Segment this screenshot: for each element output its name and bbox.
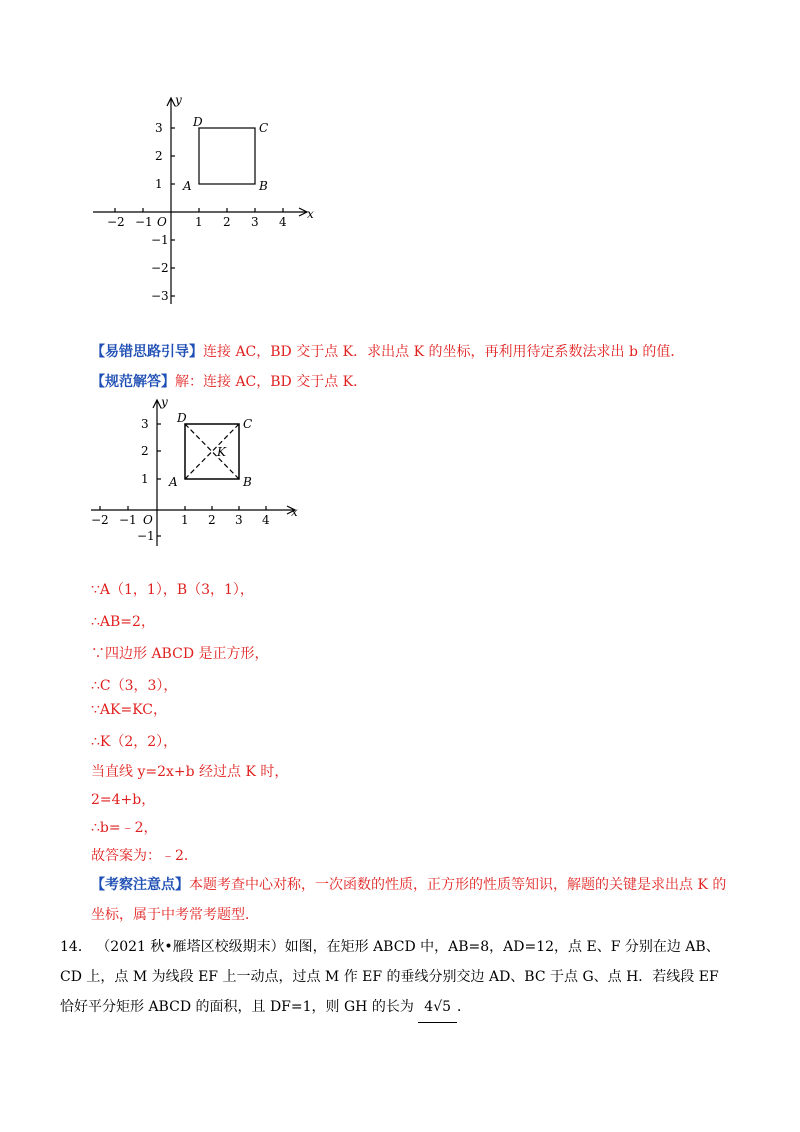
step-3: ∵四边形 ABCD 是正方形， xyxy=(91,646,269,662)
step-7: 当直线 y=2x+b 经过点 K 时， xyxy=(91,764,289,780)
x-tick-label: 1 xyxy=(195,215,203,229)
answer-blank xyxy=(418,992,457,1023)
question-14 xyxy=(60,932,732,1023)
x-tick-label: −2 xyxy=(91,513,109,527)
question-number: 14． xyxy=(60,939,92,955)
y-tick-label: −2 xyxy=(151,261,169,275)
y-tick-label: −1 xyxy=(151,233,169,247)
step-6: ∴K（2，2）， xyxy=(91,734,178,750)
x-tick-label: 2 xyxy=(223,215,231,229)
point-label-d: D xyxy=(193,115,203,129)
y-axis-label: y xyxy=(175,93,182,107)
y-tick-label: 3 xyxy=(141,417,149,431)
x-tick-label: −1 xyxy=(135,215,153,229)
y-tick-label: 2 xyxy=(155,149,163,163)
x-tick-label: 1 xyxy=(181,513,189,527)
y-axis-label: y xyxy=(161,396,168,409)
x-tick-label: −2 xyxy=(107,215,125,229)
point-label-a: A xyxy=(183,179,192,193)
hint-line xyxy=(91,342,684,362)
question-end: ． xyxy=(457,999,472,1015)
point-label-k: K xyxy=(217,445,226,459)
y-tick-label: −3 xyxy=(151,289,169,303)
step-1: ∵A（1，1），B（3，1）， xyxy=(91,582,254,598)
y-tick-label: 1 xyxy=(141,472,149,486)
origin-label: O xyxy=(143,513,153,527)
question-text: （2021 秋•雁塔区校级期末）如图，在矩形 ABCD 中，AB=8，AD=12，点 E、F 分别在边 AB、CD 上，点 M 为线段 EF 上一动点，过点 M 作 EF 的垂线分别交边 AD、BC 于点 G、点 H．若线段 EF 恰好平分矩形 ABCD 的面积，且 DF=1，则 GH 的长为 xyxy=(60,939,720,1015)
x-tick-label: 3 xyxy=(251,215,259,229)
hint-text: 连接 AC，BD 交于点 K．求出点 K 的坐标，再利用待定系数法求出 b 的值． xyxy=(203,344,685,360)
x-tick-label: 2 xyxy=(208,513,216,527)
x-tick-label: 3 xyxy=(235,513,243,527)
step-10: 故答案为：﹣2． xyxy=(91,848,198,864)
answer-value: 4√5 xyxy=(424,999,452,1015)
x-tick-label: 4 xyxy=(279,215,287,229)
y-tick-label: 3 xyxy=(155,121,163,135)
step-9: ∴b=﹣2， xyxy=(91,820,158,836)
x-axis-label: x xyxy=(291,505,298,519)
note-paragraph xyxy=(91,870,731,930)
step-8: 2=4+b， xyxy=(91,792,156,808)
y-tick-label: 2 xyxy=(141,444,149,458)
step-4: ∴C（3，3）， xyxy=(91,678,178,694)
step-2: ∴AB=2， xyxy=(91,614,155,630)
point-label-c: C xyxy=(259,121,269,135)
solution-label: 【规范解答】 xyxy=(91,374,175,390)
origin-label: O xyxy=(157,215,167,229)
point-label-b: B xyxy=(243,475,252,489)
note-label: 【考察注意点】 xyxy=(91,877,189,893)
x-tick-label: 4 xyxy=(262,513,270,527)
point-label-d: D xyxy=(177,411,187,425)
x-axis-label: x xyxy=(307,207,314,221)
hint-label: 【易错思路引导】 xyxy=(91,344,203,360)
point-label-b: B xyxy=(259,179,268,193)
x-tick-label: −1 xyxy=(119,513,137,527)
note-text: 本题考查中心对称，一次函数的性质，正方形的性质等知识，解题的关键是求出点 K 的坐标，属于中考常考题型． xyxy=(91,877,727,923)
point-label-c: C xyxy=(243,417,253,431)
coordinate-figure-1 xyxy=(85,92,325,312)
solution-text: 解：连接 AC，BD 交于点 K． xyxy=(175,374,368,390)
point-label-a: A xyxy=(169,475,178,489)
y-tick-label: −1 xyxy=(137,529,155,543)
solution-line xyxy=(91,372,367,392)
step-5: ∵AK=KC， xyxy=(91,702,168,718)
coordinate-figure-2 xyxy=(85,396,305,552)
y-tick-label: 1 xyxy=(155,177,163,191)
